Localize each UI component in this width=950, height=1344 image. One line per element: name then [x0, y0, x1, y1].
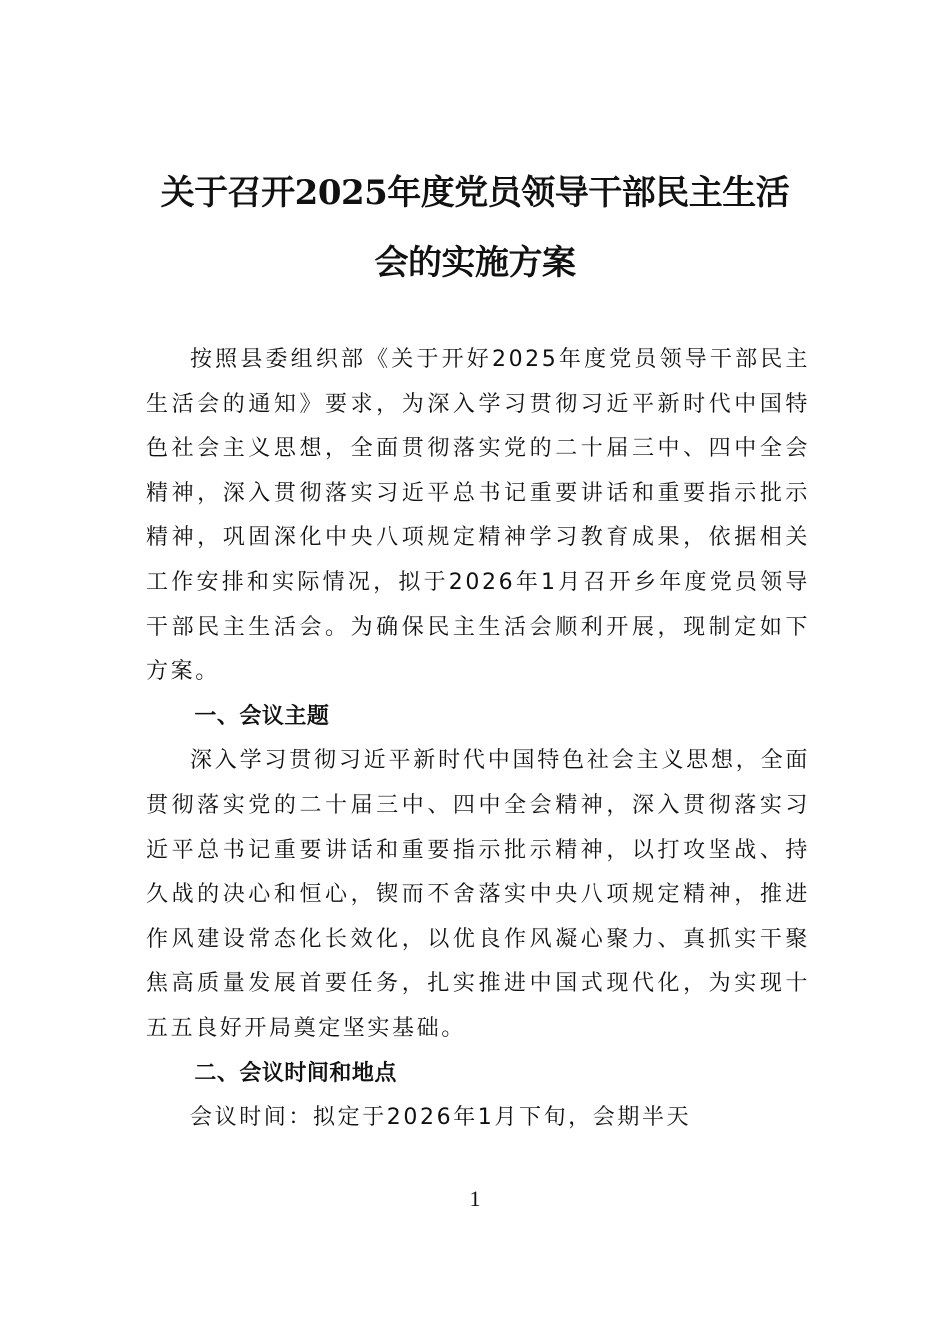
document-title	[130, 158, 820, 298]
section-heading-theme: 一、会议主题	[194, 703, 330, 729]
intro-paragraph: 按照县委组织部《关于开好2025年度党员领导干部民主生活会的通知》要求，为深入学习贯彻习近平新时代中国特色社会主义思想，全面贯彻落实党的二十届三中、四中全会精神，深入贯彻落实习近平总书记重要讲话和重要指示批示精神，巩固深化中央八项规定精神学习教育成果，依据相关工作安排和实际情况，拟于2026年1月召开乡年度党员领导干部民主生活会。为确保民主生活会顺利开展，现制定如下方案。	[146, 347, 810, 685]
document-body	[146, 338, 810, 1141]
title-line-1: 关于召开2025年度党员领导干部民主生活	[160, 173, 790, 213]
meeting-time-paragraph: 会议时间：拟定于2026年1月下旬，会期半天	[190, 1105, 692, 1131]
title-line-2: 会的实施方案	[374, 243, 576, 283]
page-number: 1	[469, 1186, 481, 1211]
theme-paragraph: 深入学习贯彻习近平新时代中国特色社会主义思想，全面贯彻落实党的二十届三中、四中全会精神，深入贯彻落实习近平总书记重要讲话和重要指示批示精神，以打攻坚战、持久战的决心和恒心，锲而不舍落实中央八项规定精神，推进作风建设常态化长效化，以优良作风凝心聚力、真抓实干聚焦高质量发展首要任务，扎实推进中国式现代化，为实现十五五良好开局奠定坚实基础。	[146, 748, 810, 1041]
section-heading-time-place: 二、会议时间和地点	[194, 1060, 397, 1086]
